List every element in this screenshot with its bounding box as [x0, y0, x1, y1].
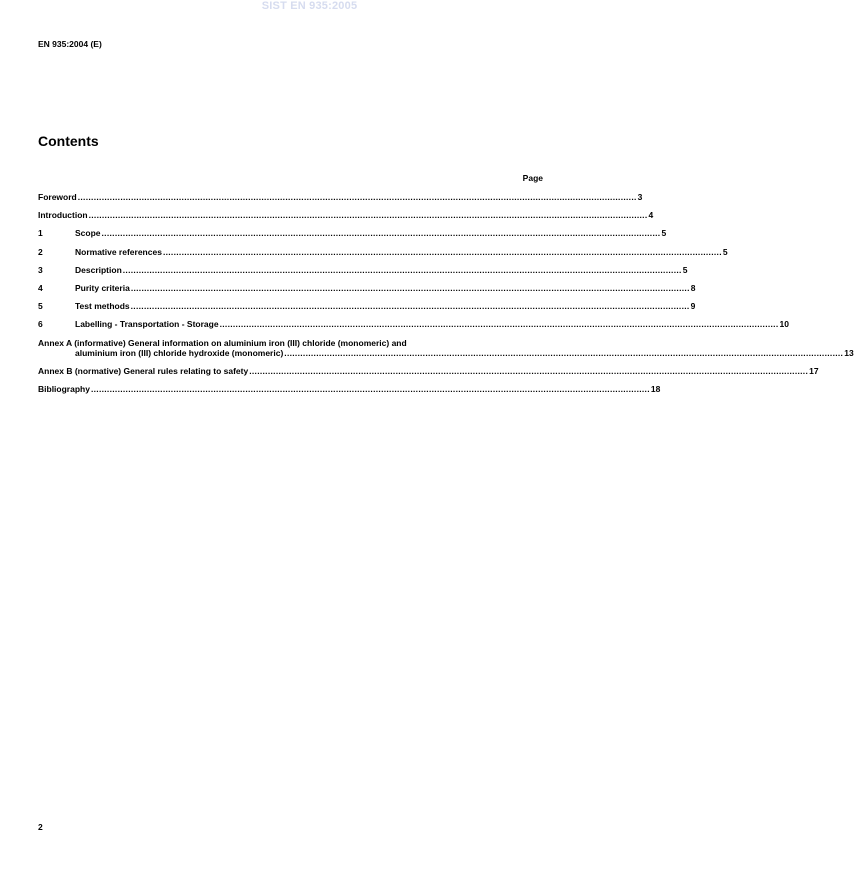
toc-leader-dots: ..................................................................................................................................................................................................................: [77, 192, 637, 202]
toc-entry-test-methods[interactable]: [38, 301, 696, 319]
toc-entry-page: 17: [809, 365, 819, 376]
toc-entry-page: 5: [661, 228, 667, 239]
toc-entry-page: 13: [844, 347, 854, 358]
toc-entry-title-continuation: aluminium iron (III) chloride hydroxide (monomeric): [75, 347, 284, 358]
toc-entry-normative-references[interactable]: [38, 246, 728, 265]
toc-leader-dots: ..................................................................................................................................................................................................................: [284, 347, 844, 358]
toc-leader-dots: ..................................................................................................................................................................................................................: [249, 365, 809, 376]
toc-entry-page: 10: [779, 319, 789, 330]
toc-entry-description[interactable]: [38, 264, 688, 283]
toc-entry-title: Bibliography: [38, 383, 90, 394]
toc-entry-number: 6: [38, 319, 43, 330]
toc-entry-title: Labelling - Transportation - Storage: [75, 319, 219, 330]
footer-page-number: 2: [38, 822, 43, 832]
toc-leader-dots: ..................................................................................................................................................................................................................: [90, 383, 650, 394]
toc-leader-dots: ..................................................................................................................................................................................................................: [162, 246, 722, 257]
toc-entry-title: Description: [75, 264, 122, 275]
toc-entry-number: 4: [38, 282, 43, 293]
toc-leader-dots: ..................................................................................................................................................................................................................: [88, 210, 648, 221]
toc-leader-dots: ..................................................................................................................................................................................................................: [130, 301, 690, 312]
toc-entry-page: 9: [690, 301, 696, 312]
toc-entry-bibliography[interactable]: [38, 383, 661, 402]
toc-entry-title: Normative references: [75, 246, 162, 257]
toc-entry-page: 18: [650, 383, 661, 394]
toc-entry-title: Test methods: [75, 301, 130, 312]
toc-entry-number: 2: [38, 246, 43, 257]
toc-entry-scope[interactable]: [38, 228, 667, 246]
toc-entry-title: Annex A (informative) General information on aluminium iron (III) chloride (monomeric) and: [38, 337, 407, 348]
toc-entry-page: 8: [690, 282, 696, 293]
toc-entry-labelling[interactable]: [38, 319, 789, 337]
toc-entry-foreword[interactable]: [38, 192, 643, 210]
toc-entry-annex-b[interactable]: [38, 365, 819, 384]
toc-entry-title: Introduction: [38, 210, 88, 221]
toc-entry-number: 1: [38, 228, 43, 239]
toc-entry-page: 4: [648, 210, 654, 221]
toc-leader-dots: ..................................................................................................................................................................................................................: [101, 228, 661, 239]
table-of-contents: [38, 192, 854, 402]
toc-entry-page: 5: [722, 246, 728, 257]
toc-entry-number: 3: [38, 264, 43, 275]
toc-leader-dots: ..................................................................................................................................................................................................................: [130, 282, 690, 293]
toc-entry-title: Purity criteria: [75, 282, 130, 293]
document-id: EN 935:2004 (E): [38, 39, 102, 49]
toc-entry-title: Foreword: [38, 192, 77, 202]
watermark: SIST EN 935:2005: [261, 0, 358, 12]
toc-entry-page: 5: [682, 264, 688, 275]
toc-leader-dots: ..................................................................................................................................................................................................................: [219, 319, 779, 330]
toc-entry-title: Annex B (normative) General rules relating to safety: [38, 365, 249, 376]
toc-leader-dots: ..................................................................................................................................................................................................................: [122, 264, 682, 275]
toc-entry-page: 3: [637, 192, 643, 202]
toc-entry-title: Scope: [75, 228, 101, 239]
toc-entry-purity-criteria[interactable]: [38, 282, 696, 301]
contents-heading: Contents: [38, 133, 99, 149]
toc-entry-number: 5: [38, 301, 43, 312]
toc-entry-introduction[interactable]: [38, 210, 654, 228]
toc-entry-annex-a[interactable]: [38, 337, 854, 366]
page-column-label: Page: [522, 173, 543, 183]
